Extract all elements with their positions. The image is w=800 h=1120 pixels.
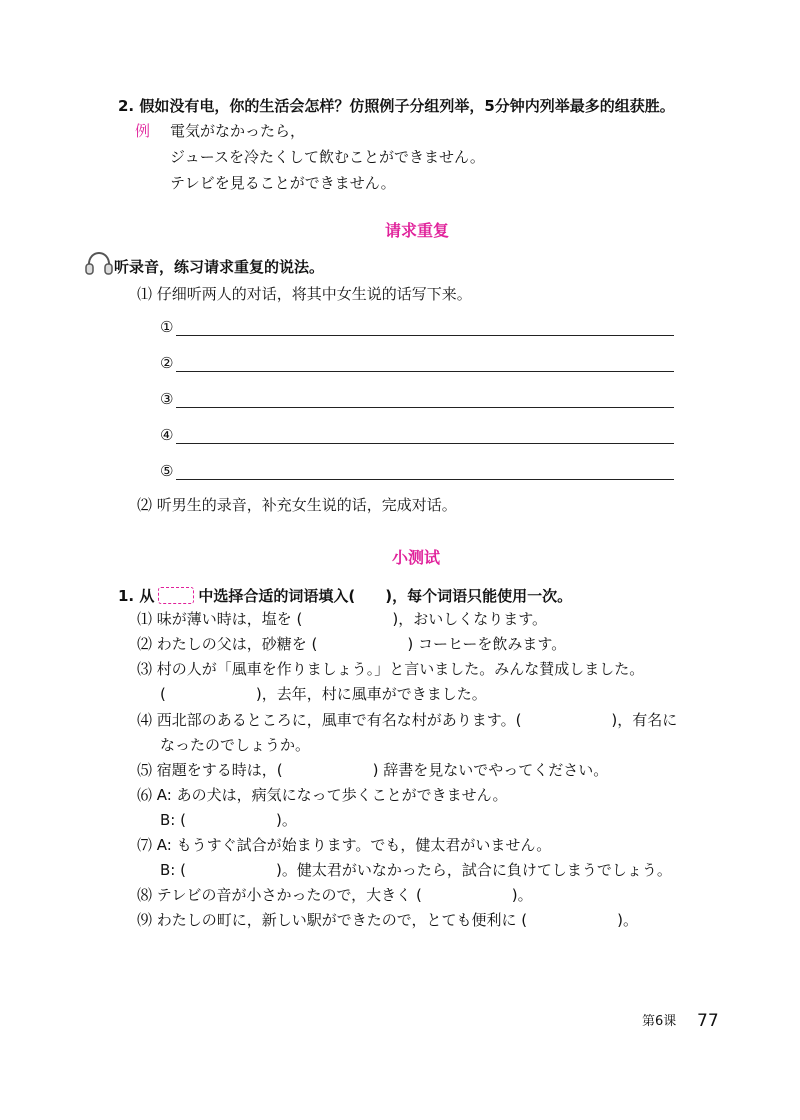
question-2-title: 2. 假如没有电，你的生活会怎样？仿照例子分组列举，5分钟内列举最多的组获胜。 — [118, 97, 675, 115]
quiz-item-1: ⑴ 味が薄い時は，塩を ( )，おいしくなります。 — [137, 610, 548, 628]
answer-line-5[interactable] — [176, 479, 674, 480]
answer-line-4[interactable] — [176, 443, 674, 444]
quiz-question-1-title — [118, 587, 572, 604]
example-line-3: テレビを見ることができません。 — [170, 174, 396, 192]
headphone-icon — [84, 250, 114, 276]
answer-line-2[interactable] — [176, 371, 674, 372]
quiz-item-3-cont: ( )，去年，村に風車ができました。 — [160, 685, 487, 703]
answer-marker-4: ④ — [160, 426, 174, 444]
quiz-q1-suffix: 中选择合适的词语填入( )，每个词语只能使用一次。 — [198, 587, 573, 605]
answer-marker-1: ① — [160, 318, 174, 336]
part-2-instruction: ⑵ 听男生的录音，补充女生说的话，完成对话。 — [137, 496, 457, 514]
section-heading-quiz: 小测试 — [392, 548, 441, 567]
example-line-2: ジュースを冷たくして飲むことができません。 — [170, 148, 485, 166]
quiz-item-9: ⑼ わたしの町に，新しい駅ができたので，とても便利に ( )。 — [137, 911, 638, 929]
example-line-1: 電気がなかったら， — [170, 122, 306, 140]
lesson-label: 第6课 — [642, 1014, 677, 1029]
quiz-item-8: ⑻ テレビの音が小さかったので，大きく ( )。 — [137, 886, 533, 904]
quiz-item-3: ⑶ 村の人が「風車を作りましょう。」と言いました。みんな賛成しました。 — [137, 660, 645, 678]
word-box — [158, 587, 194, 604]
listening-instruction: 听录音，练习请求重复的说法。 — [114, 258, 325, 276]
page-number: 77 — [697, 1011, 719, 1031]
quiz-item-4-cont: なったのでしょうか。 — [160, 736, 311, 754]
quiz-item-6: ⑹ A: あの犬は，病気になって歩くことができません。 — [137, 786, 508, 804]
quiz-item-7-b: B: ( )。健太君がいなかったら，試合に負けてしまうでしょう。 — [160, 861, 672, 879]
quiz-q1-prefix: 1. 从 — [118, 587, 155, 605]
example-label: 例 — [135, 122, 151, 140]
quiz-item-6-b: B: ( )。 — [160, 811, 297, 829]
answer-line-1[interactable] — [176, 335, 674, 336]
part-1-instruction: ⑴ 仔细听两人的对话，将其中女生说的话写下来。 — [137, 285, 472, 303]
quiz-item-7: ⑺ A: もうすぐ試合が始まります。でも，健太君がいません。 — [137, 836, 552, 854]
answer-marker-3: ③ — [160, 390, 174, 408]
quiz-item-4: ⑷ 西北部のあるところに，風車で有名な村があります。( )，有名に — [137, 711, 678, 729]
answer-marker-5: ⑤ — [160, 462, 174, 480]
quiz-item-2: ⑵ わたしの父は，砂糖を ( ) コーヒーを飲みます。 — [137, 635, 567, 653]
answer-marker-2: ② — [160, 354, 174, 372]
section-heading-repeat: 请求重复 — [385, 221, 450, 240]
answer-line-3[interactable] — [176, 407, 674, 408]
quiz-item-5: ⑸ 宿題をする時は，( ) 辞書を見ないでやってください。 — [137, 761, 609, 779]
